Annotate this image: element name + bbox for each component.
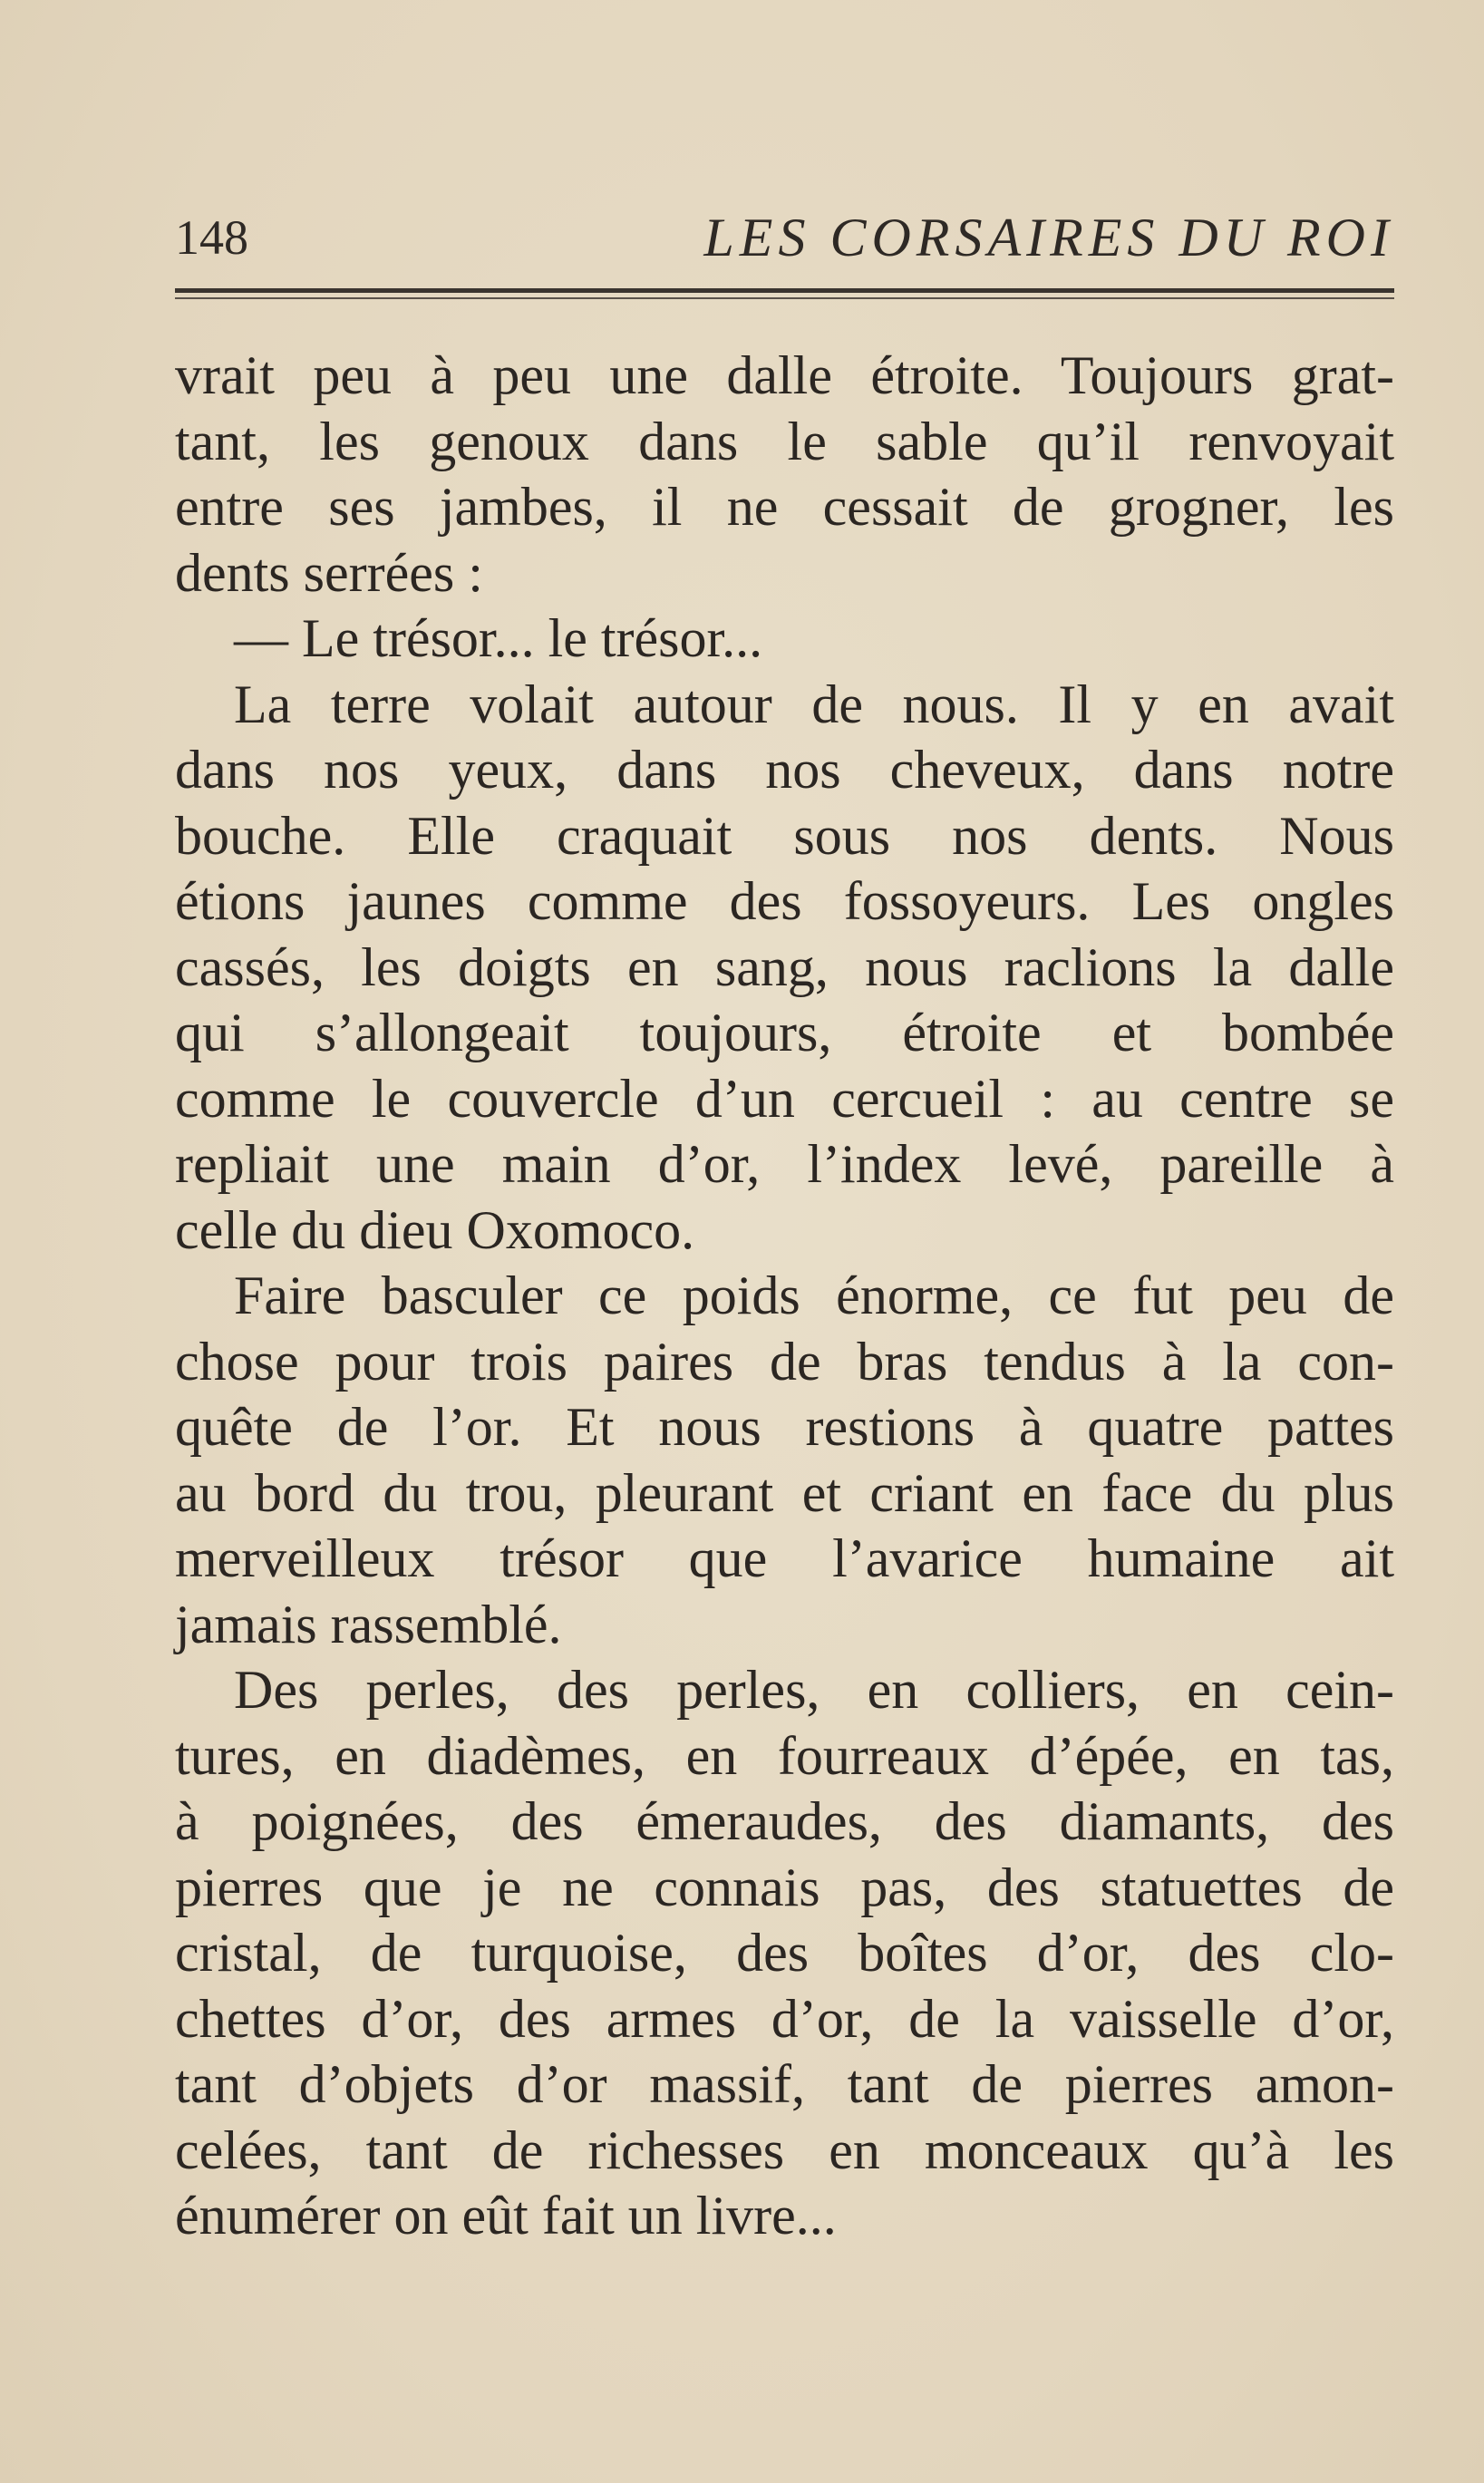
text-line: au bord du trou, pleurant et criant en face du plus (175, 1462, 1394, 1523)
text-line: dans nos yeux, dans nos cheveux, dans notre (175, 740, 1394, 800)
text-line: chettes d’or, des armes d’or, de la vaisselle d’or, (175, 1988, 1394, 2049)
text-line: tures, en diadèmes, en fourreaux d’épée, en tas, (175, 1725, 1394, 1786)
text-line: repliait une main d’or, l’index levé, pareille à (175, 1134, 1394, 1194)
text-line: La terre volait autour de nous. Il y en avait (234, 674, 1394, 734)
book-title: LES CORSAIRES DU ROI (703, 208, 1394, 267)
text-line: vrait peu à peu une dalle étroite. Toujours grat- (175, 345, 1394, 405)
text-line: énumérer on eût fait un livre... (175, 2186, 837, 2245)
text-line: qui s’allongeait toujours, étroite et bombée (175, 1003, 1394, 1062)
text-line: celle du dieu Oxomoco. (175, 1199, 695, 1260)
text-line: cassés, les doigts en sang, nous raclions la dalle (175, 936, 1394, 997)
text-line: Faire basculer ce poids énorme, ce fut peu de (234, 1266, 1394, 1325)
text-line: quête de l’or. Et nous restions à quatre pattes (175, 1397, 1394, 1457)
text-line: tant d’objets d’or massif, tant de pierres amon- (175, 2054, 1394, 2114)
text-line: à poignées, des émeraudes, des diamants, des (175, 1791, 1394, 1851)
text-line: bouche. Elle craquait sous nos dents. Nous (175, 805, 1394, 866)
text-line: Des perles, des perles, en colliers, en cein- (234, 1660, 1394, 1720)
text-line: celées, tant de richesses en monceaux qu’à les (175, 2119, 1394, 2180)
text-line: dents serrées : (175, 542, 483, 603)
body-text (175, 343, 1394, 2249)
text-line: pierres que je ne connais pas, des statuettes de (175, 1857, 1394, 1917)
text-line: comme le couvercle d’un cercueil : au centre se (175, 1068, 1394, 1129)
text-line: entre ses jambes, il ne cessait de grogner, les (175, 477, 1394, 537)
text-line: cristal, de turquoise, des boîtes d’or, des clo- (175, 1923, 1394, 1983)
header-rule (175, 288, 1394, 299)
running-head (175, 201, 1394, 274)
text-line: merveilleux trésor que l’avarice humaine ait (175, 1528, 1394, 1588)
text-line: étions jaunes comme des fossoyeurs. Les ongles (175, 871, 1394, 931)
text-line: jamais rassemblé. (175, 1594, 562, 1654)
text-line: — Le trésor... le trésor... (234, 608, 763, 668)
text-line: tant, les genoux dans le sable qu’il renvoyait (175, 411, 1394, 471)
text-line: chose pour trois paires de bras tendus à la con- (175, 1331, 1394, 1392)
page-number: 148 (175, 210, 248, 265)
